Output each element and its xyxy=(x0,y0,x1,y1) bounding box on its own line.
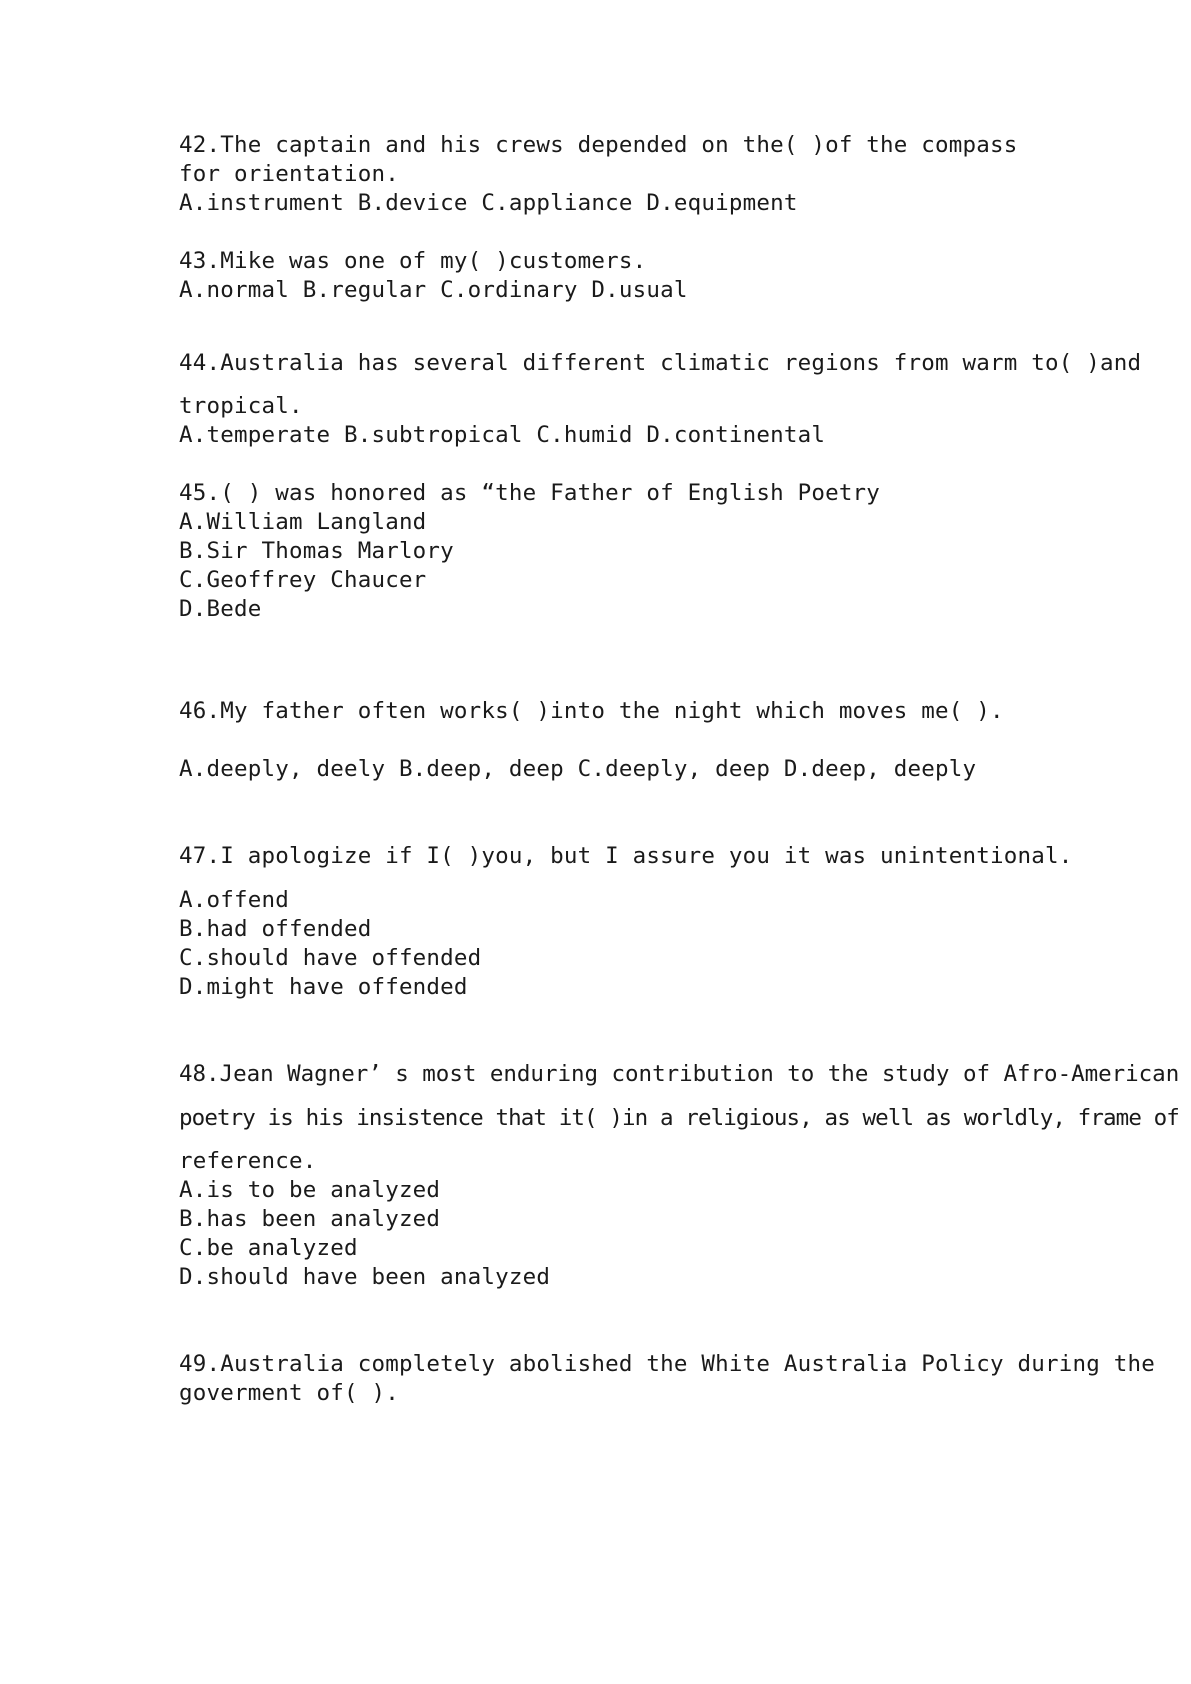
question-48-option-a: A.is to be analyzed xyxy=(179,1177,441,1203)
question-48-option-d: D.should have been analyzed xyxy=(179,1264,551,1290)
question-42-stem-cont: for orientation. xyxy=(179,161,399,187)
question-48-option-c: C.be analyzed xyxy=(179,1235,358,1261)
question-47-option-c: C.should have offended xyxy=(179,945,482,971)
question-45-option-b: B.Sir Thomas Marlory xyxy=(179,538,454,564)
question-48-option-b: B.has been analyzed xyxy=(179,1206,441,1232)
question-46-options: A.deeply, deely B.deep, deep C.deeply, deep D.deep, deeply xyxy=(179,756,977,782)
question-47-option-d: D.might have offended xyxy=(179,974,468,1000)
question-45-option-a: A.William Langland xyxy=(179,509,427,535)
question-45-stem: 45.( ) was honored as “the Father of English Poetry xyxy=(179,480,881,506)
question-49-stem: 49.Australia completely abolished the White Australia Policy during the xyxy=(179,1351,1155,1377)
question-42-stem: 42.The captain and his crews depended on the( )of the compass xyxy=(179,132,1018,158)
question-47-option-a: A.offend xyxy=(179,887,289,913)
question-48-stem: 48.Jean Wagner’ s most enduring contribution to the study of Afro-American xyxy=(179,1061,1180,1087)
question-47-option-b: B.had offended xyxy=(179,916,372,942)
question-43-stem: 43.Mike was one of my( )customers. xyxy=(179,248,647,274)
question-44-options: A.temperate B.subtropical C.humid D.continental xyxy=(179,422,826,448)
question-43-options: A.normal B.regular C.ordinary D.usual xyxy=(179,277,688,303)
question-45-option-d: D.Bede xyxy=(179,596,262,622)
question-45-option-c: C.Geoffrey Chaucer xyxy=(179,567,427,593)
question-47-stem: 47.I apologize if I( )you, but I assure you it was unintentional. xyxy=(179,843,1073,869)
question-48-stem-cont: poetry is his insistence that it( )in a religious, as well as worldly, frame of xyxy=(179,1105,1179,1131)
question-42-options: A.instrument B.device C.appliance D.equipment xyxy=(179,190,798,216)
question-46-stem: 46.My father often works( )into the night which moves me( ). xyxy=(179,698,1004,724)
question-49-stem-cont: goverment of( ). xyxy=(179,1380,399,1406)
question-48-stem-end: reference. xyxy=(179,1148,317,1174)
question-44-stem-cont: tropical. xyxy=(179,393,303,419)
question-44-stem: 44.Australia has several different climatic regions from warm to( )and xyxy=(179,350,1142,376)
